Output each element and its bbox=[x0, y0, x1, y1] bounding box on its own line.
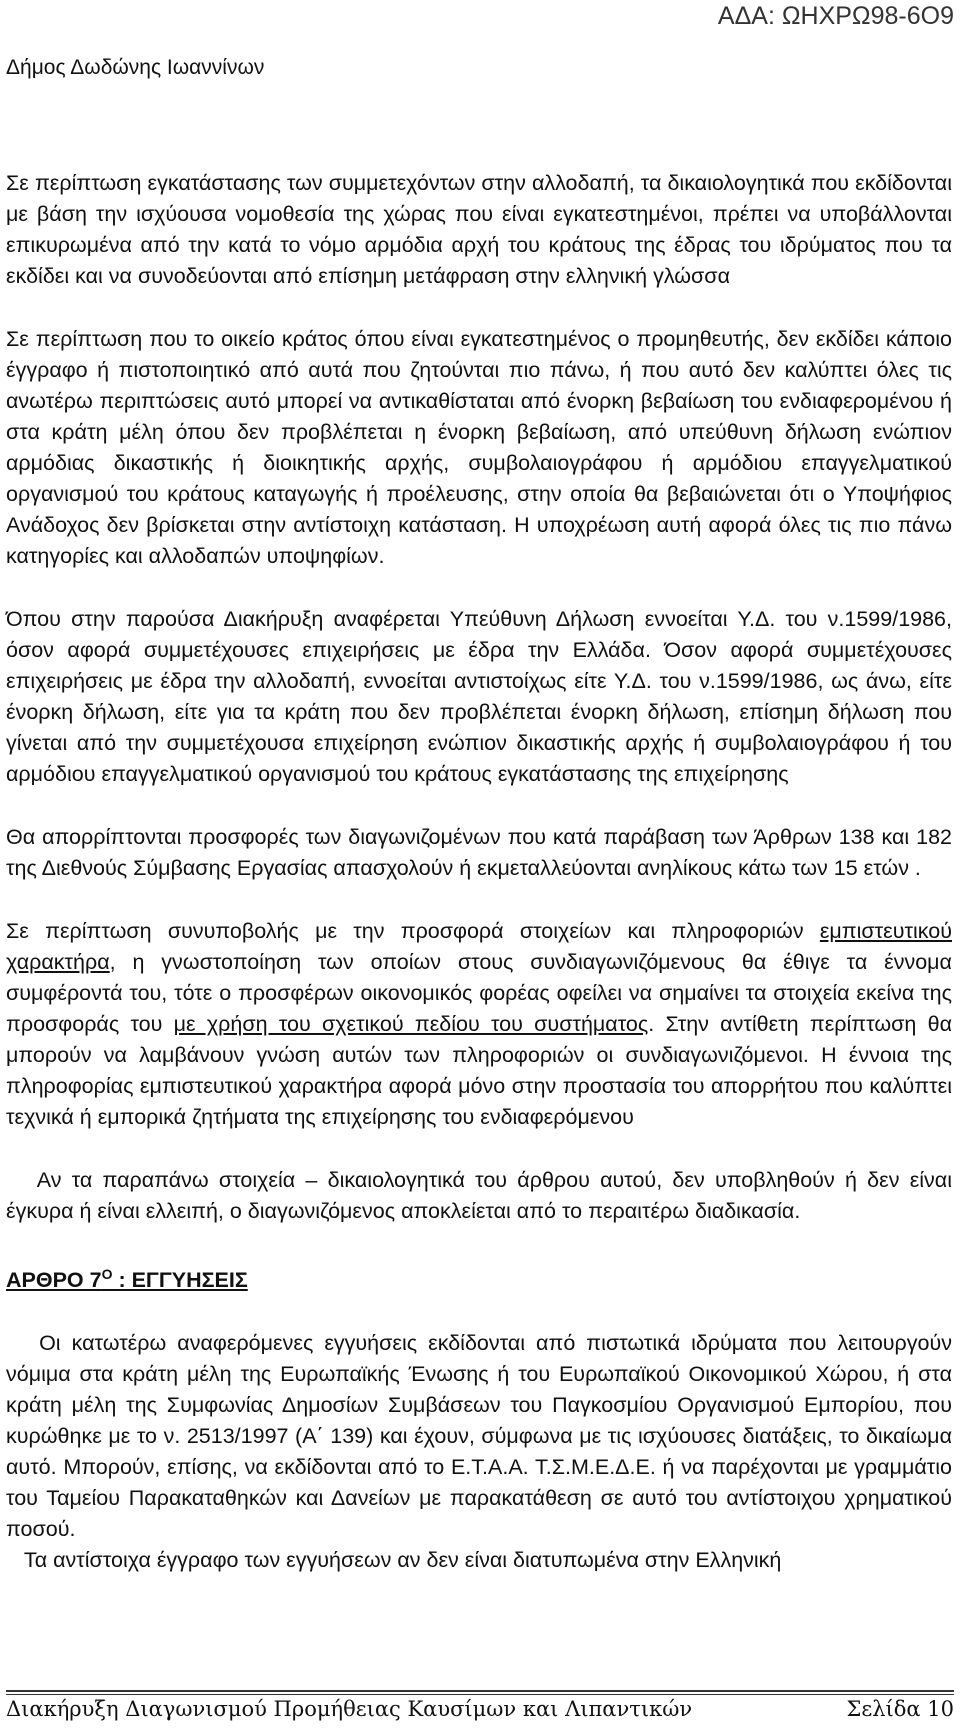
text-segment: , η γνωστοποίηση των οποίων στους συνδιαγωνιζόμενους θα έθιγε τα έννομα συμφέροντά του, τότε ο προσφέρων οικονομικός φορέας οφείλει να σημαίνει τα στοιχεία εκείνα της προσφοράς του bbox=[6, 950, 952, 1036]
paragraph-confidential-info bbox=[6, 916, 952, 1133]
paragraph-guarantees-language: Τα αντίστοιχα έγγραφο των εγγυήσεων αν δεν είναι διατυπωμένα στην Ελληνική bbox=[6, 1548, 782, 1573]
ada-code: ΑΔΑ: ΩΗΧΡΩ98-6Ο9 bbox=[717, 2, 954, 30]
article-heading bbox=[6, 1259, 952, 1296]
heading-superscript: Ο bbox=[101, 1266, 113, 1282]
underlined-text: με χρήση του σχετικού πεδίου του συστήματος bbox=[173, 1012, 649, 1036]
heading-number: ΑΡΘΡΟ 7 bbox=[6, 1268, 102, 1293]
page-number: Σελίδα 10 bbox=[846, 1697, 954, 1721]
paragraph-child-labour: Θα απορρίπτονται προσφορές των διαγωνιζομένων που κατά παράβαση των Άρθρων 138 και 182 της Διεθνούς Σύμβασης Εργασίας απασχολούν ή εκμεταλλεύονται ανηλίκους κάτω των 15 ετών . bbox=[6, 825, 952, 880]
paragraph-responsible-declaration: Όπου στην παρούσα Διακήρυξη αναφέρεται Υπεύθυνη Δήλωση εννοείται Υ.Δ. του ν.1599/1986, όσον αφορά συμμετέχουσες επιχειρήσεις με έδρα την Ελλάδα. Όσον αφορά συμμετέχουσες επιχειρήσεις με έδρα την αλλοδαπή, εννοείται αντιστοίχως είτε Υ.Δ. του ν.1599/1986, ως άνω, είτε ένορκη δήλωση, είτε για τα κράτη που δεν προβλέπεται ένορκη δήλωση, επίσημη δήλωση που γίνεται από την συμμετέχουσα επιχείρηση ενώπιον δικαστικής αρχής ή συμβολαιογράφου ή του αρμόδιου επαγγελματικού οργανισμού του κράτους εγκατάστασης της επιχείρησης bbox=[6, 607, 952, 786]
paragraph-sworn-statement: Σε περίπτωση που το οικείο κράτος όπου είναι εγκατεστημένος ο προμηθευτής, δεν εκδίδει κάποιο έγγραφο ή πιστοποιητικό από αυτά που ζητούνται πιο πάνω, ή που αυτό δεν καλύπτει όλες τις ανωτέρω περιπτώσεις αυτό μπορεί να αντικαθίσταται από ένορκη βεβαίωση του ενδιαφερομένου ή στα κράτη μέλη όπου δεν προβλέπεται η ένορκη βεβαίωση, από υπεύθυνη δήλωση ενώπιον αρμόδιας δικαστικής ή διοικητικής αρχής, συμβολαιογράφου ή αρμόδιου επαγγελματικού οργανισμού του κράτους καταγωγής ή προέλευσης, στην οποία θα βεβαιώνεται ότι ο Υποψήφιος Ανάδοχος δεν βρίσκεται στην αντίστοιχη κατάσταση. Η υποχρέωση αυτή αφορά όλες τις πιο πάνω κατηγορίες και αλλοδαπών υποψηφίων. bbox=[6, 327, 952, 568]
footer-title: Διακήρυξη Διαγωνισμού Προμήθειας Καυσίμων και Λιπαντικών bbox=[6, 1697, 693, 1721]
heading-title: : ΕΓΓΥΗΣΕΙΣ bbox=[112, 1268, 248, 1293]
heading-text bbox=[6, 1268, 248, 1292]
paragraph-foreign-docs: Σε περίπτωση εγκατάστασης των συμμετεχόντων στην αλλοδαπή, τα δικαιολογητικά που εκδίδονται με βάση την ισχύουσα νομοθεσία της χώρας που είναι εγκατεστημένοι, πρέπει να υποβάλλονται επικυρωμένα από την κατά το νόμο αρμόδια αρχή του κράτους της έδρας του ιδρύματος που τα εκδίδει και να συνοδεύονται από επίσημη μετάφραση στην ελληνική γλώσσα bbox=[6, 171, 952, 288]
underlined-text: εμπιστευτικού χαρακτήρα bbox=[6, 919, 952, 974]
paragraph-guarantees: Οι κατωτέρω αναφερόμενες εγγυήσεις εκδίδονται από πιστωτικά ιδρύματα που λειτουργούν νόμιμα στα κράτη μέλη της Ευρωπαϊκής Ένωσης ή του Ευρωπαϊκού Οικονομικού Χώρου, ή στα κράτη μέλη της Συμφωνίας Δημοσίων Συμβάσεων του Παγκοσμίου Οργανισμού Εμπορίου, που κυρώθηκε με το ν. 2513/1997 (Α΄ 139) και έχουν, σύμφωνα με τις ισχύουσες διατάξεις, το δικαίωμα αυτό. Μπορούν, επίσης, να εκδίδονται από το Ε.Τ.Α.Α. Τ.Σ.Μ.Ε.Δ.Ε. ή να παρέχονται με γραμμάτιο του Ταμείου Παρακαταθηκών και Δανείων με παρακατάθεση σε αυτό του αντίστοιχου χρηματικού ποσού. bbox=[6, 1331, 958, 1542]
text-segment: Σε περίπτωση συνυποβολής με την προσφορά στοιχείων και πληροφοριών bbox=[6, 919, 820, 943]
footer-rule bbox=[6, 1690, 954, 1692]
text-segment: . Στην αντίθετη περίπτωση θα μπορούν να λαμβάνουν γνώση αυτών των πληροφοριών οι συνδιαγωνιζόμενοι. Η έννοια της πληροφορίας εμπιστευτικού χαρακτήρα αφορά μόνο στην προστασία του απορρήτου που καλύπτει τεχνικά ή εμπορικά ζητήματα της επιχείρησης του ενδιαφερόμενου bbox=[6, 1012, 952, 1129]
document-body bbox=[6, 168, 958, 1608]
footer-rule-thin bbox=[6, 1694, 954, 1695]
paragraph-exclusion: Αν τα παραπάνω στοιχεία – δικαιολογητικά του άρθρου αυτού, δεν υποβληθούν ή δεν είναι έγκυρα ή είναι ελλειπή, ο διαγωνιζόμενος αποκλείεται από το περαιτέρω διαδικασία. bbox=[6, 1168, 958, 1223]
page-header: Δήμος Δωδώνης Ιωαννίνων bbox=[6, 56, 265, 79]
